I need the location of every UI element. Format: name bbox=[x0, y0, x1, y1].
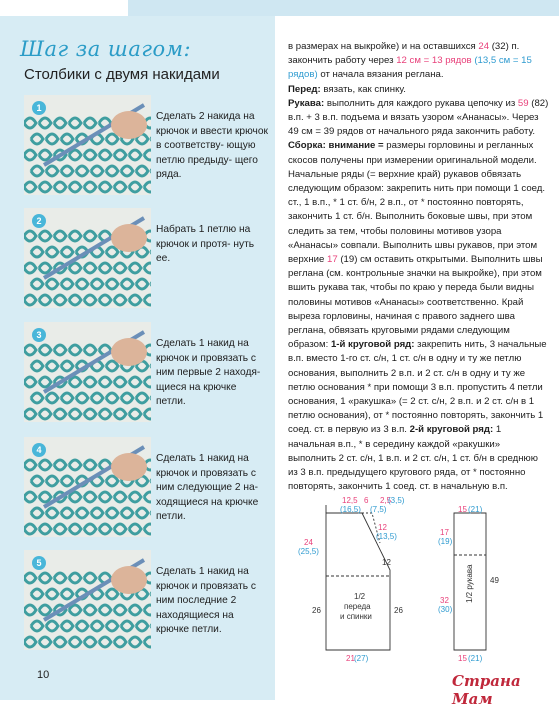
instructions-text: в размерах на выкройке) и на оставшихся 24 (32) п. закончить работу через 12 см = 13 рядов (13,5 см = 15 рядов) от начала вязания реглана. Перед: вязать, как спинку. Рукава: выполнить для каждого рукава цепочку из 59 (82) в.п. + 3 в.п. подъема и вязать узором «Ананасы». Через 49 см = 39 рядов от начального ряда закончить работу. Сборка: внимание = размеры горловины и регланных скосов получены при измерении оригинальной модели. Начальные ряды (= верхние край) рукавов обвязать следующим образом: закрепить нить при помощи 1 соед. ст., 1 в.п., * 1 ст. б/н, 2 в.п., от * постоянно повторять, закончить 1 ст. б/н. Выполнить боковые швы, при этом следить за тем, чтобы половины мотивов узора «Ананасы» совпали. Выполнить швы рукавов, при этом верхние 17 (19) см оставить открытыми. Выполнить швы реглана (см. контрольные значки на выкройке), при этом вшить рукава так, чтобы по краю у переда были видны половины мотивов «Ананасы» соответственно. Край выреза горловины, начиная с правого заднего шва реглана, обвязать круговыми рядами следующим образом: 1-й круговой ряд: закрепить нить, 3 начальные в.п. вместо 1-го ст. с/н, 1 ст. с/н в одну и ту же петлю основания, выполнить 2 в.п. и 2 ст. с/н в одну и ту же петлю основания * при помощи 3 в.п. пропустить 4 петли основания, 1 «ракушка» (= 2 ст. с/н, 2 в.п. и 2 ст. с/н в 1 петлю основания), от * постоянно повторять, закончить 1 соед. ст. в первую из 3 в.п. 2-й круговой ряд: 1 начальная в.п., * в середину каждой «ракушки» выполнить 2 ст. с/н, 1 в.п. и 2 ст. с/н, 1 ст. б/н в среднюю из 3 в.п. предыдущего кругового ряда, от * постоянно повторять, закончить 1 соед. ст. в начальную в.п. bbox=[288, 41, 549, 493]
sleeve-label: 1/2 рукава bbox=[465, 564, 474, 603]
step-text-4: Сделать 1 накид на крючок и провязать с ним следующие 2 на- ходящиеся на крючке петли. bbox=[156, 453, 259, 522]
sleeve-left2: 32 bbox=[440, 596, 449, 605]
sleeve-left1b: (19) bbox=[438, 537, 453, 546]
site-logo: Страна Мам bbox=[452, 672, 521, 708]
sleeve-left1: 17 bbox=[440, 528, 449, 537]
dim-leftA: 24 bbox=[304, 538, 313, 547]
sleeve-bottomb: (21) bbox=[468, 654, 483, 663]
top-band bbox=[0, 0, 559, 16]
dim-top2b: (7,5) bbox=[370, 505, 387, 514]
dim-top1b: (16,5) bbox=[340, 505, 361, 514]
dim-leftB: 26 bbox=[312, 606, 321, 615]
dim-rightC: 26 bbox=[394, 606, 403, 615]
dim-top3: 2,5 bbox=[380, 496, 392, 505]
dim-right1: 12 bbox=[378, 523, 387, 532]
step-text-2: Набрать 1 петлю на крючок и протя- нуть ее. bbox=[156, 224, 255, 264]
dim-bottom: 21 bbox=[346, 654, 355, 663]
dim-right1b: (13,5) bbox=[376, 532, 397, 541]
sleeve-right: 49 bbox=[490, 576, 499, 585]
sleeve-bottom: 15 bbox=[458, 654, 467, 663]
step-number-badge: 4 bbox=[32, 443, 46, 457]
sleeve-left2b: (30) bbox=[438, 605, 453, 614]
page-title: Шаг за шагом: bbox=[20, 37, 192, 61]
step-number-badge: 1 bbox=[32, 101, 46, 115]
dim-leftAb: (25,5) bbox=[298, 547, 319, 556]
dim-top3b: (3,5) bbox=[388, 496, 405, 505]
label-back: и спинки bbox=[340, 612, 372, 621]
step-text-1: Сделать 2 накида на крючок и ввести крючок в соответству- ющую петлю предыду- щего ряда. bbox=[156, 111, 268, 180]
step-number-badge: 2 bbox=[32, 214, 46, 228]
step-text-3: Сделать 1 накид на крючок и провязать с ним первые 2 находя- щиеся на крючке петли. bbox=[156, 338, 261, 407]
pattern-diagram bbox=[296, 495, 546, 665]
label-half: 1/2 bbox=[354, 592, 366, 601]
step-text-5: Сделать 1 накид на крючок и провязать с ним последние 2 находящиеся на крючке петли. bbox=[156, 566, 256, 635]
step-number-badge: 5 bbox=[32, 556, 46, 570]
sleeve-top: 15 bbox=[458, 505, 467, 514]
dim-top2: 6 bbox=[364, 496, 369, 505]
sleeve-topb: (21) bbox=[468, 505, 483, 514]
page-number: 10 bbox=[37, 669, 50, 681]
step-number-badge: 3 bbox=[32, 328, 46, 342]
dim-top1: 12,5 bbox=[342, 496, 358, 505]
label-front: переда bbox=[344, 602, 371, 611]
page-subtitle: Столбики с двумя накидами bbox=[24, 66, 220, 83]
dim-bottomb: (27) bbox=[354, 654, 369, 663]
dim-right2: 12 bbox=[382, 558, 391, 567]
